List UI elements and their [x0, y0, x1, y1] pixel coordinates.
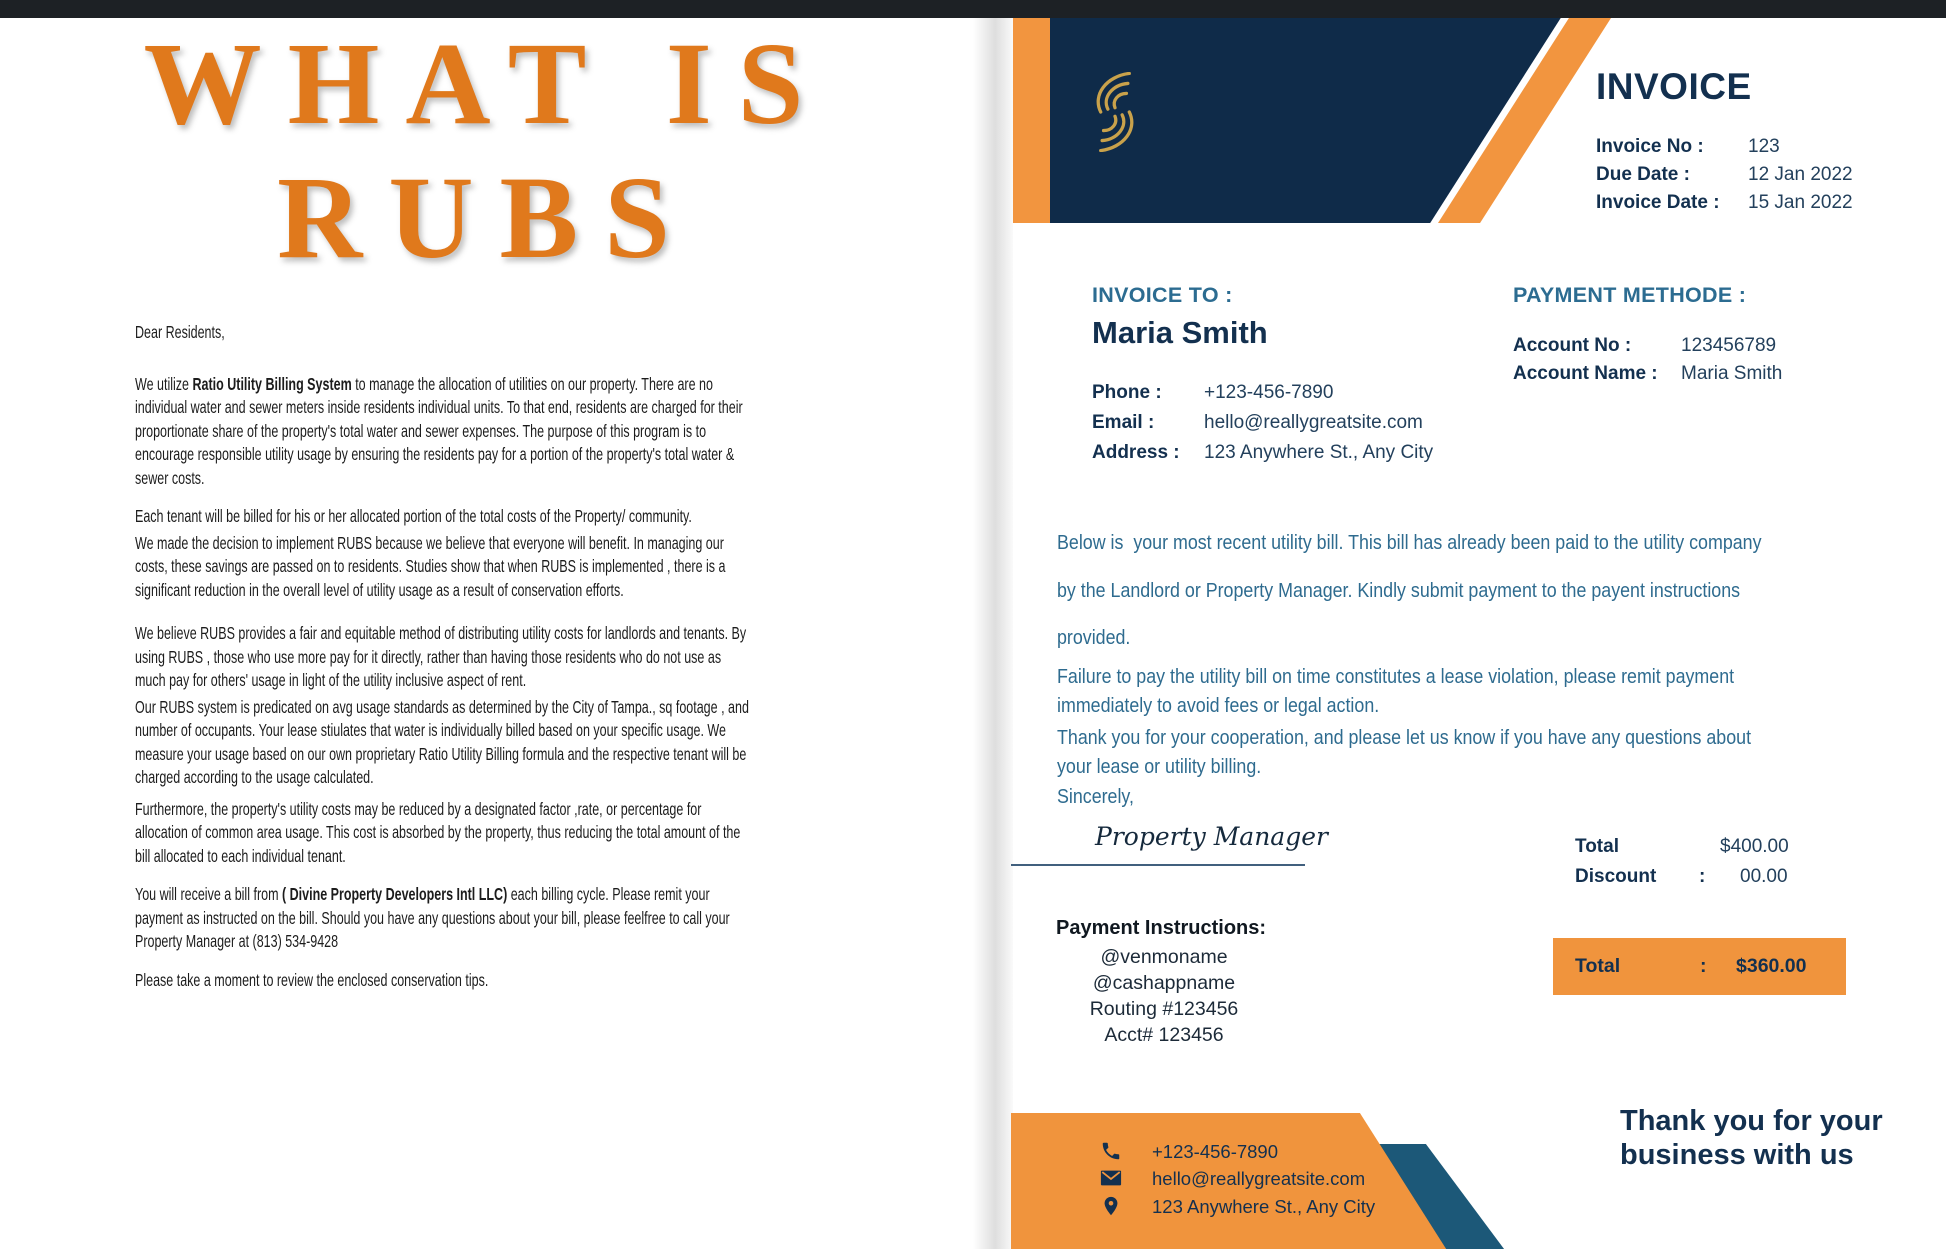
payment-instruction-line: Routing #123456 [1089, 998, 1239, 1020]
letter-paragraph: Please take a moment to review the enclosed conservation tips. [135, 969, 489, 990]
due-date-label: Due Date : [1596, 164, 1690, 185]
page-gap-shadow [973, 18, 1013, 1249]
invoice-no-label: Invoice No : [1596, 136, 1704, 157]
subtotal-label: Total [1575, 836, 1619, 857]
subtotal-value: $400.00 [1720, 836, 1789, 857]
discount-label: Discount [1575, 866, 1657, 887]
message-line: Failure to pay the utility bill on time constitutes a lease violation, please remit payment [1057, 664, 1735, 688]
payment-instruction-line: @venmoname [1100, 946, 1228, 968]
header-orange-stripe [1013, 18, 1050, 223]
payment-method-heading: PAYMENT METHODE : [1513, 283, 1747, 307]
phone-label: Phone : [1092, 382, 1162, 403]
discount-colon: : [1699, 866, 1706, 887]
client-name: Maria Smith [1092, 315, 1268, 350]
account-name-label: Account Name : [1513, 363, 1658, 384]
footer-address-value: 123 Anywhere St., Any City [1152, 1196, 1376, 1217]
mail-icon [1100, 1167, 1122, 1194]
account-no-value: 123456789 [1681, 335, 1777, 356]
location-icon [1100, 1195, 1122, 1222]
thank-you-message [1620, 1104, 1883, 1172]
browser-top-bar [0, 0, 1946, 18]
letter-title-line1: WHAT IS [143, 18, 830, 149]
footer-email-value: hello@reallygreatsite.com [1152, 1168, 1366, 1189]
email-value: hello@reallygreatsite.com [1204, 412, 1423, 433]
invoice-no-value: 123 [1748, 136, 1780, 157]
address-label: Address : [1092, 442, 1180, 463]
phone-value: +123-456-7890 [1204, 382, 1334, 403]
message-line: your lease or utility billing. [1057, 755, 1262, 778]
invoice-title: INVOICE [1596, 66, 1752, 107]
invoice-date-value: 15 Jan 2022 [1748, 192, 1853, 213]
invoice-to-heading: INVOICE TO : [1092, 283, 1233, 307]
grand-total-colon: : [1700, 955, 1707, 977]
message-line: Below is your most recent utility bill. This bill has already been paid to the utility company [1057, 531, 1762, 554]
payment-instructions-heading: Payment Instructions: [1056, 917, 1267, 939]
message-line: Thank you for your cooperation, and please let us know if you have any questions about [1057, 725, 1752, 749]
account-name-value: Maria Smith [1681, 363, 1783, 384]
grand-total-box [1553, 938, 1846, 995]
account-no-label: Account No : [1513, 335, 1632, 356]
letter-paragraph: We believe RUBS provides a fair and equitable method of distributing utility costs for landlords and tenants. By using RUBS , those who use more pay for it directly, rather than having those residents who do not use as much pay for others' usage in light of the utility inclusive aspect of rent. [135, 623, 747, 690]
signature-text: Property Manager [1095, 822, 1328, 851]
letter-title-line2: RUBS [277, 152, 696, 283]
address-value: 123 Anywhere St., Any City [1204, 442, 1434, 463]
letter-paragraph: We utilize Ratio Utility Billing System to manage the allocation of utilities on our property. There are no individual water and sewer meters inside residents individual units. To that end, residents are charged for their proportionate share of the property's total water and sewer expenses. The purpose of this program is to encourage responsible utility usage by ensuring the residents pay for a portion of the property's total water & sewer costs. [135, 373, 743, 488]
thank-you-line: Thank you for your [1620, 1105, 1883, 1137]
letter-body [135, 321, 751, 992]
signature-underline [1011, 864, 1305, 866]
sincerely-text: Sincerely, [1057, 784, 1134, 808]
invoice-message [1057, 519, 1927, 811]
message-line: by the Landlord or Property Manager. Kindly submit payment to the payent instructions [1057, 578, 1741, 602]
letter-paragraph: Furthermore, the property's utility costs may be reduced by a designated factor ,rate, or percentage for allocation of common area usage. This cost is absorbed by the property, thus reducing the total amount of the bill allocated to each individual tenant. [135, 798, 741, 866]
discount-value: 00.00 [1740, 866, 1788, 887]
brand-logo-icon [1086, 72, 1144, 157]
letter-paragraph: We made the decision to implement RUBS because we believe that everyone will benefit. In managing our costs, these savings are passed on to residents. Studies show that when RUBS is implemented , there is a significant reduction in the overall level of utility usage as a result of conservation efforts. [135, 532, 726, 600]
message-line: immediately to avoid fees or legal action. [1057, 694, 1380, 717]
invoice-date-label: Invoice Date : [1596, 192, 1720, 213]
letter-paragraph: You will receive a bill from ( Divine Property Developers Intl LLC) each billing cycle. Please remit your payment as instructed on the bill. Should you have any questions about your bill, please feelfree to call your Property Manager at (813) 534-9428 [135, 884, 730, 951]
message-line: provided. [1057, 626, 1131, 649]
phone-icon [1100, 1140, 1122, 1167]
payment-instruction-line: @cashappname [1092, 972, 1236, 994]
thank-you-line: business with us [1620, 1139, 1854, 1171]
due-date-value: 12 Jan 2022 [1748, 164, 1853, 185]
letter-paragraph: Each tenant will be billed for his or her allocated portion of the total costs of the Property/ community. [135, 506, 692, 526]
letter-page [0, 18, 973, 1249]
letter-salutation: Dear Residents, [135, 322, 225, 342]
payment-instruction-line: Acct# 123456 [1104, 1024, 1224, 1046]
grand-total-label: Total [1575, 955, 1621, 977]
letter-paragraph: Our RUBS system is predicated on avg usage standards as determined by the City of Tampa., sq footage , and number of occupants. Your lease stiulates that water is individually billed based on your specific usage. We measure your usage based on our own proprietary Ratio Utility Billing formula and the respective tenant will be charged according to the usage calculated. [135, 696, 749, 787]
email-label: Email : [1092, 412, 1155, 433]
payment-instructions-list [1056, 944, 1272, 1048]
grand-total-value: $360.00 [1736, 955, 1807, 977]
footer-phone-value: +123-456-7890 [1152, 1141, 1279, 1162]
